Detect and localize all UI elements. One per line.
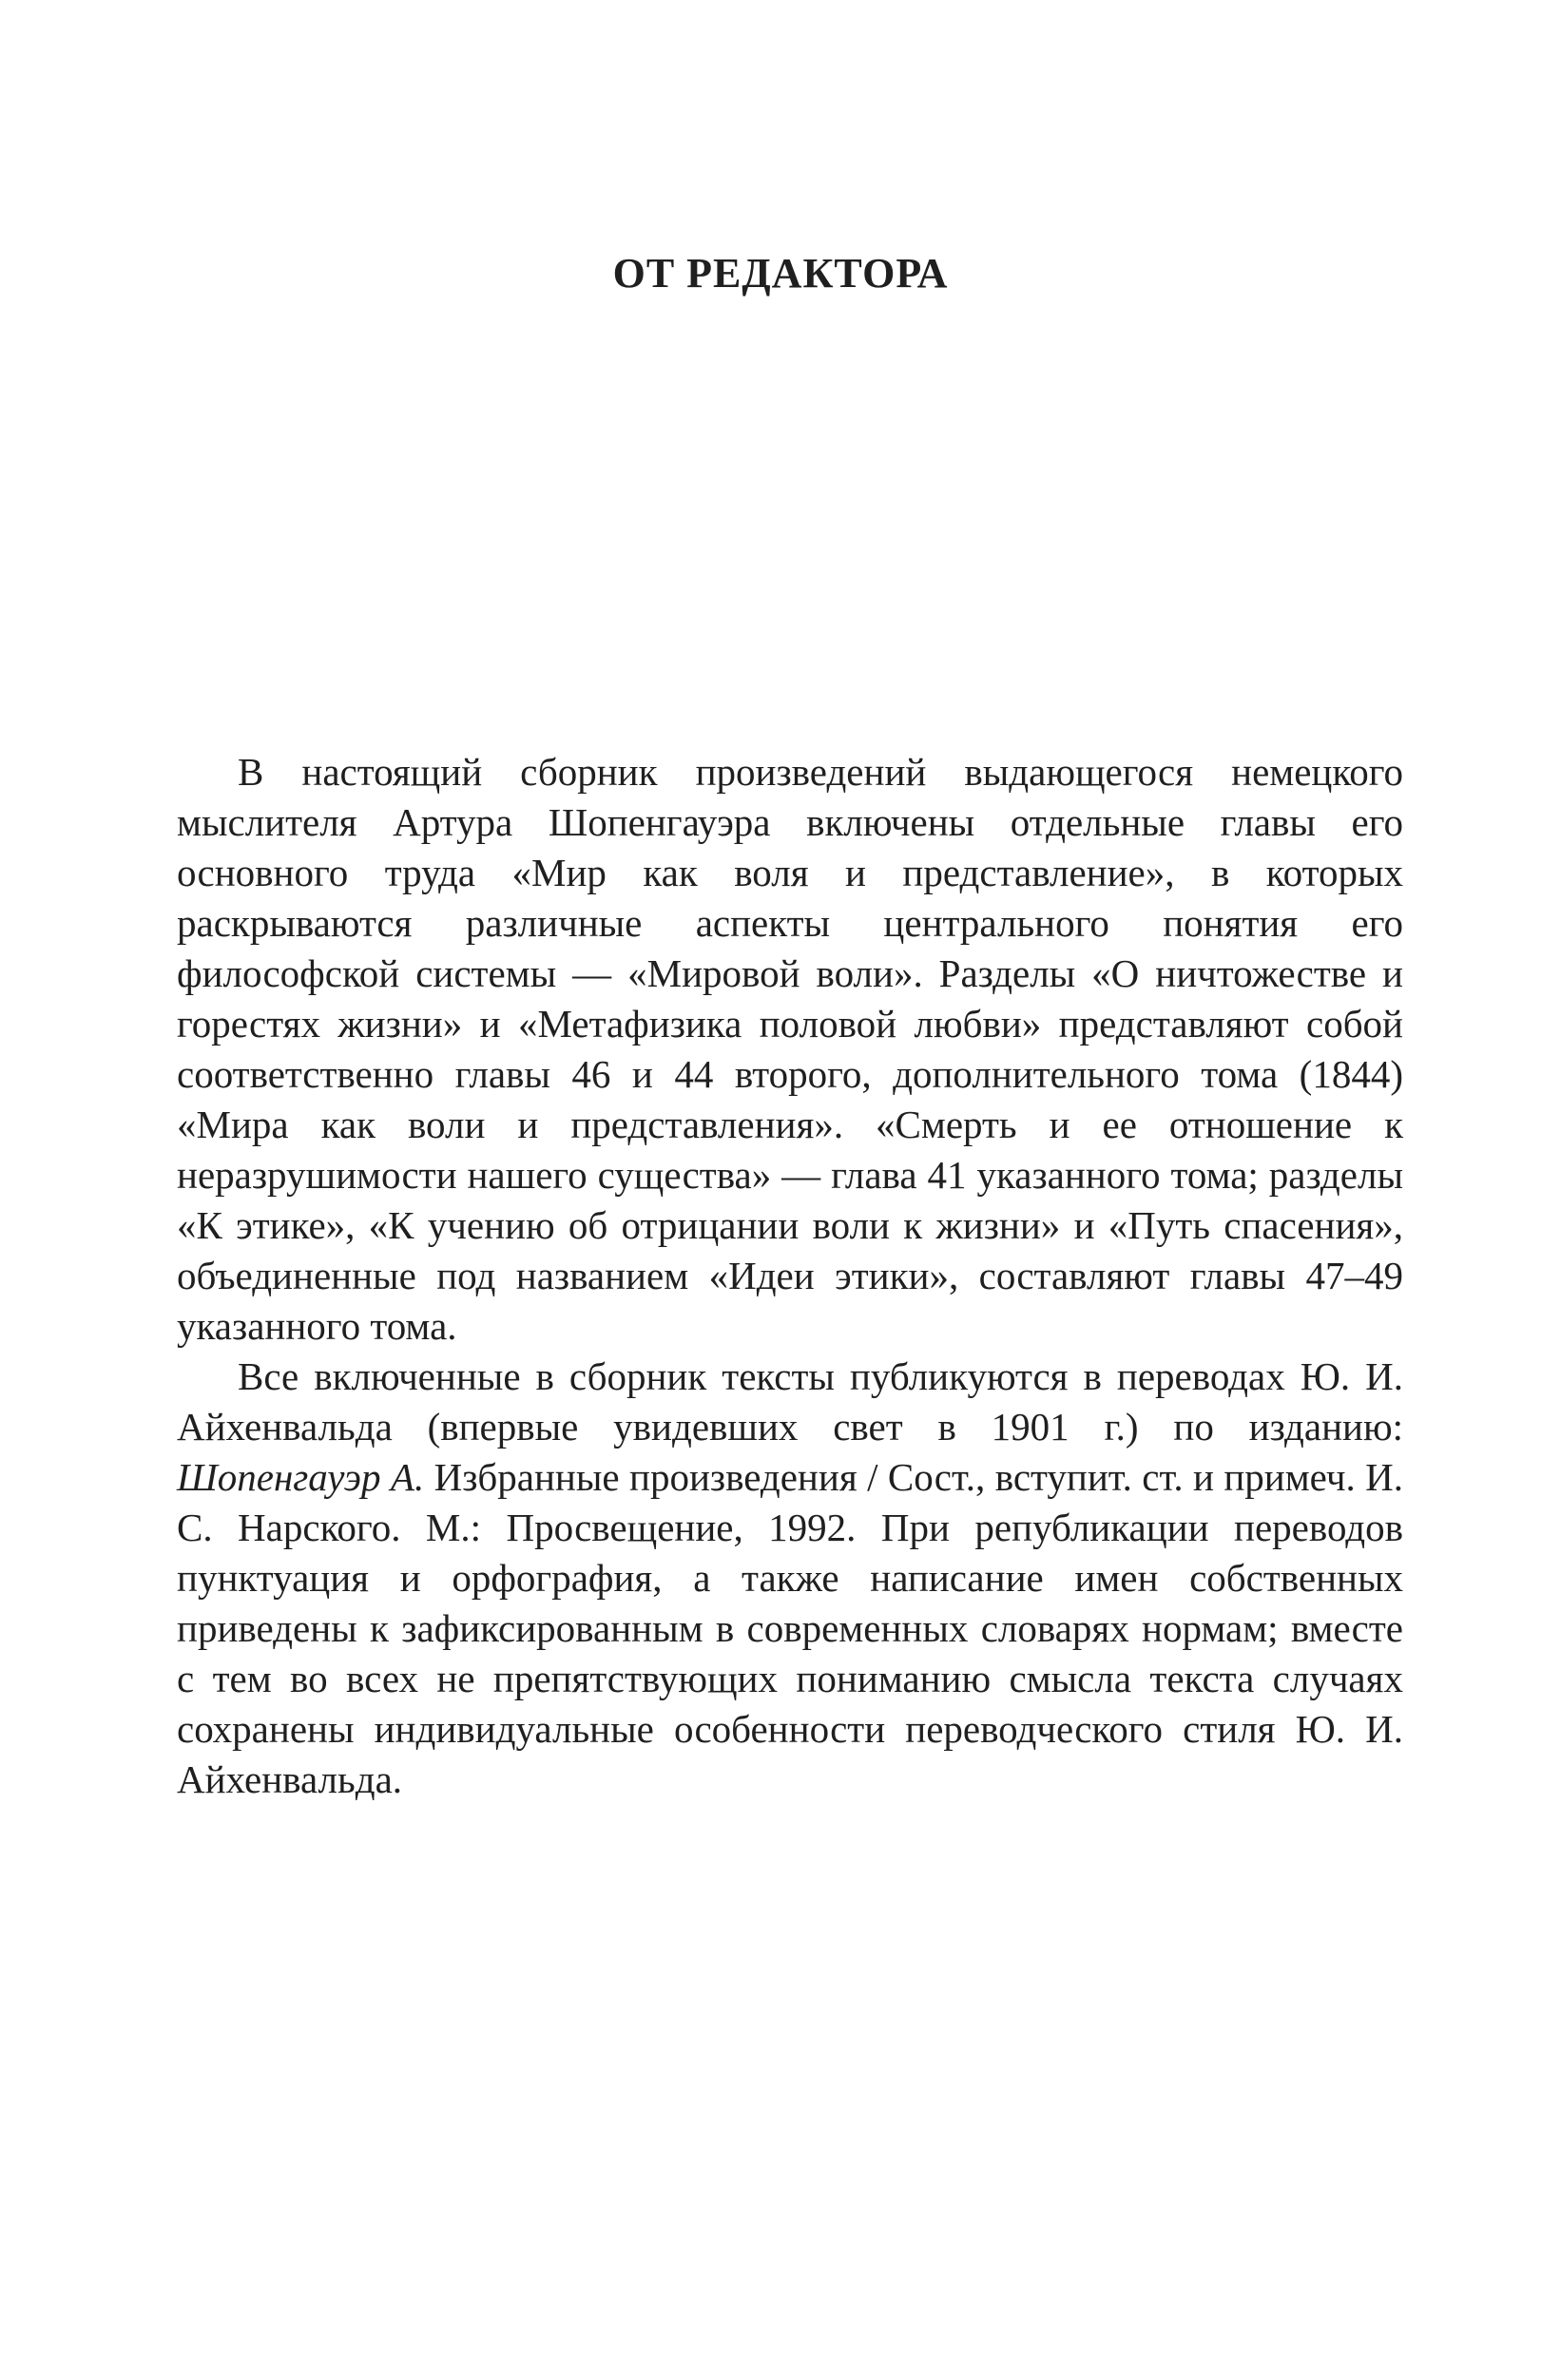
body-text [177, 747, 1403, 1805]
paragraph-1: В настоящий сборник произведений выдающегося немецкого мыслителя Артура Шопенгауэра включены отдельные главы его основного труда «Мир как воля и представление», в которых раскрываются различные аспекты центрального понятия его философской системы — «Мировой воли». Разделы «О ничтожестве и горестях жизни» и «Метафизика половой любви» представляют собой соответственно главы 46 и 44 второго, дополнительного тома (1844) «Мира как воли и представления». «Смерть и ее отношение к неразрушимости нашего существа» — глава 41 указанного тома; разделы «К этике», «К учению об отрицании воли к жизни» и «Путь спасения», объединенные под названием «Идеи этики», составляют главы 47–49 указанного тома. [177, 750, 1403, 1348]
paragraph-2-start: Все включенные в сборник тексты публикуются в переводах Ю. И. Айхенвальда (впервые увидевших свет в 1901 г.) по изданию: [177, 1354, 1403, 1449]
paragraph-2 [177, 1352, 1403, 1805]
paragraph-2-rest: Избранные произведения / Сост., вступит. ст. и примеч. И. С. Нарского. М.: Просвещение, 1992. При републикации переводов пунктуация и орфография, а также написание имен собственных приведены к зафиксированным в современных словарях нормам; вместе с тем во всех не препятствующих пониманию смысла текста случаях сохранены индивидуальные особенности переводческого стиля Ю. И. Айхенвальда. [177, 1455, 1403, 1801]
paragraph-2-author: Шопенгауэр А. [177, 1455, 425, 1499]
page-heading: ОТ РЕДАКТОРА [612, 250, 949, 297]
